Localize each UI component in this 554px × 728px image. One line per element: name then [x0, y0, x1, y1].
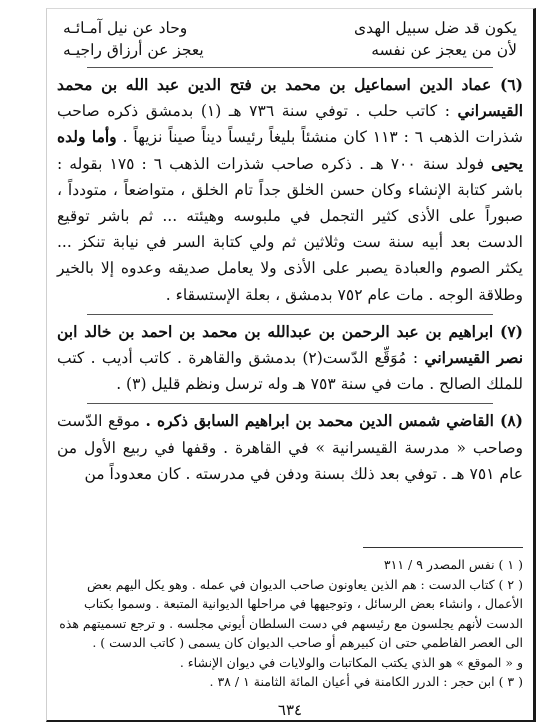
entry-text: : مُوَقِّع الدّست(٢) بدمشق والقاهرة . كاتب أديب . كتب للملك الصالح . مات في سنة ٧٥٣ هـ وله ترسل ونظم قليل (٣) . [57, 349, 523, 394]
footnotes [57, 547, 523, 692]
divider [87, 314, 493, 315]
entry-text: : كاتب حلب . توفي سنة ٧٣٦ هـ (١) بدمشق ذكره صاحب شذرات الذهب ٦ : ١١٣ كان منشئاً بليغاً رئيساً ديناً صيناً نزيهاً . [57, 102, 523, 147]
verse-line [57, 17, 523, 39]
hemistich: لأن من يعجز عن نفسه [371, 41, 517, 59]
footnote-rule [363, 547, 523, 548]
footnote: و « الموقع » هو الذي يكتب المكاتبات والولايات في ديوان الإنشاء . [179, 654, 523, 670]
entry-heading: (٧) ابراهيم بن عبد الرحمن بن عبدالله بن محمد بن احمد بن خالد ابن نصر القيسراني [57, 321, 524, 368]
entry-heading: (٦) عماد الدين اسماعيل بن محمد بن فتح الدين عبد الله بن محمد القيسراني [57, 75, 523, 121]
footnote: ( ٢ ) كتاب الدست : هم الذين يعاونون صاحب الديوان في عمله . وهو يكل اليهم بعض الأعمال ، وانشاء بعض الرسائل ، وتوجيهها في مراحلها الديوانية المتبعة . وسموا بكتاب الدست لأنهم يجلسون مع رئيسهم في دست السلطان أيوني مجلسه . و ترجع تسميتهم هذه الى العصر الفاطمي حتى ان كبيرهم أو صاحب الديوان كان يسمى ( كاتب الدست ) . [59, 576, 523, 650]
entry-6 [57, 72, 523, 308]
main-text [57, 9, 523, 487]
hemistich: وحاد عن نيل آمـائـه [63, 19, 188, 37]
poem-verses [57, 17, 523, 61]
divider [87, 403, 493, 404]
entry-subheading: وأما ولده يحيى [57, 127, 523, 173]
entry-text: موقع الدّست وصاحب « مدرسة القيسرانية » في القاهرة . وقفها في ربيع الأول من عام ٧٥١ هـ . توفي بعد ذلك بسنة ودفن في مدرسته . كان معدوداً من [57, 412, 523, 483]
divider [87, 67, 493, 68]
entry-7 [57, 319, 523, 398]
verse-line [57, 39, 523, 61]
book-page [46, 8, 536, 722]
hemistich: يكون قد ضل سبيل الهدى [354, 19, 517, 37]
page-number: ٦٣٤ [277, 701, 303, 719]
entry-text: فولد سنة ٧٠٠ هـ . ذكره صاحب شذرات الذهب ٦ : ١٧٥ بقوله : باشر كتابة الإنشاء وكان حسن الخلق جداً تام الخلق ، متواضعاً ، متودداً ، صبوراً على الأذى كثير التجمل في ملبوسه وهيئته ... ثم باشر توقيع الدست بعد أبيه سنة ست وثلاثين ثم ولي كتابة السر في نيابة تنكز ... يكثر الصوم والعبادة يصبر على الأذى ولا يعامل صديقه وعدوه إلا بالخير وطلاقة الوجه . مات عام ٧٥٢ بدمشق ، بعلة الإستسقاء . [57, 154, 523, 304]
hemistich: يعجز عن أرزاق راجيـه [63, 41, 204, 59]
footnote: ( ١ ) نفس المصدر ٩ / ٣١١ [383, 557, 523, 572]
entry-heading: (٨) القاضي شمس الدين محمد بن ابراهيم السابق ذكره . [145, 411, 523, 431]
entry-8 [57, 408, 523, 487]
footnote: ( ٣ ) ابن حجر : الدرر الكامنة في أعيان المائة الثامنة ١ / ٣٨ . [209, 674, 523, 689]
